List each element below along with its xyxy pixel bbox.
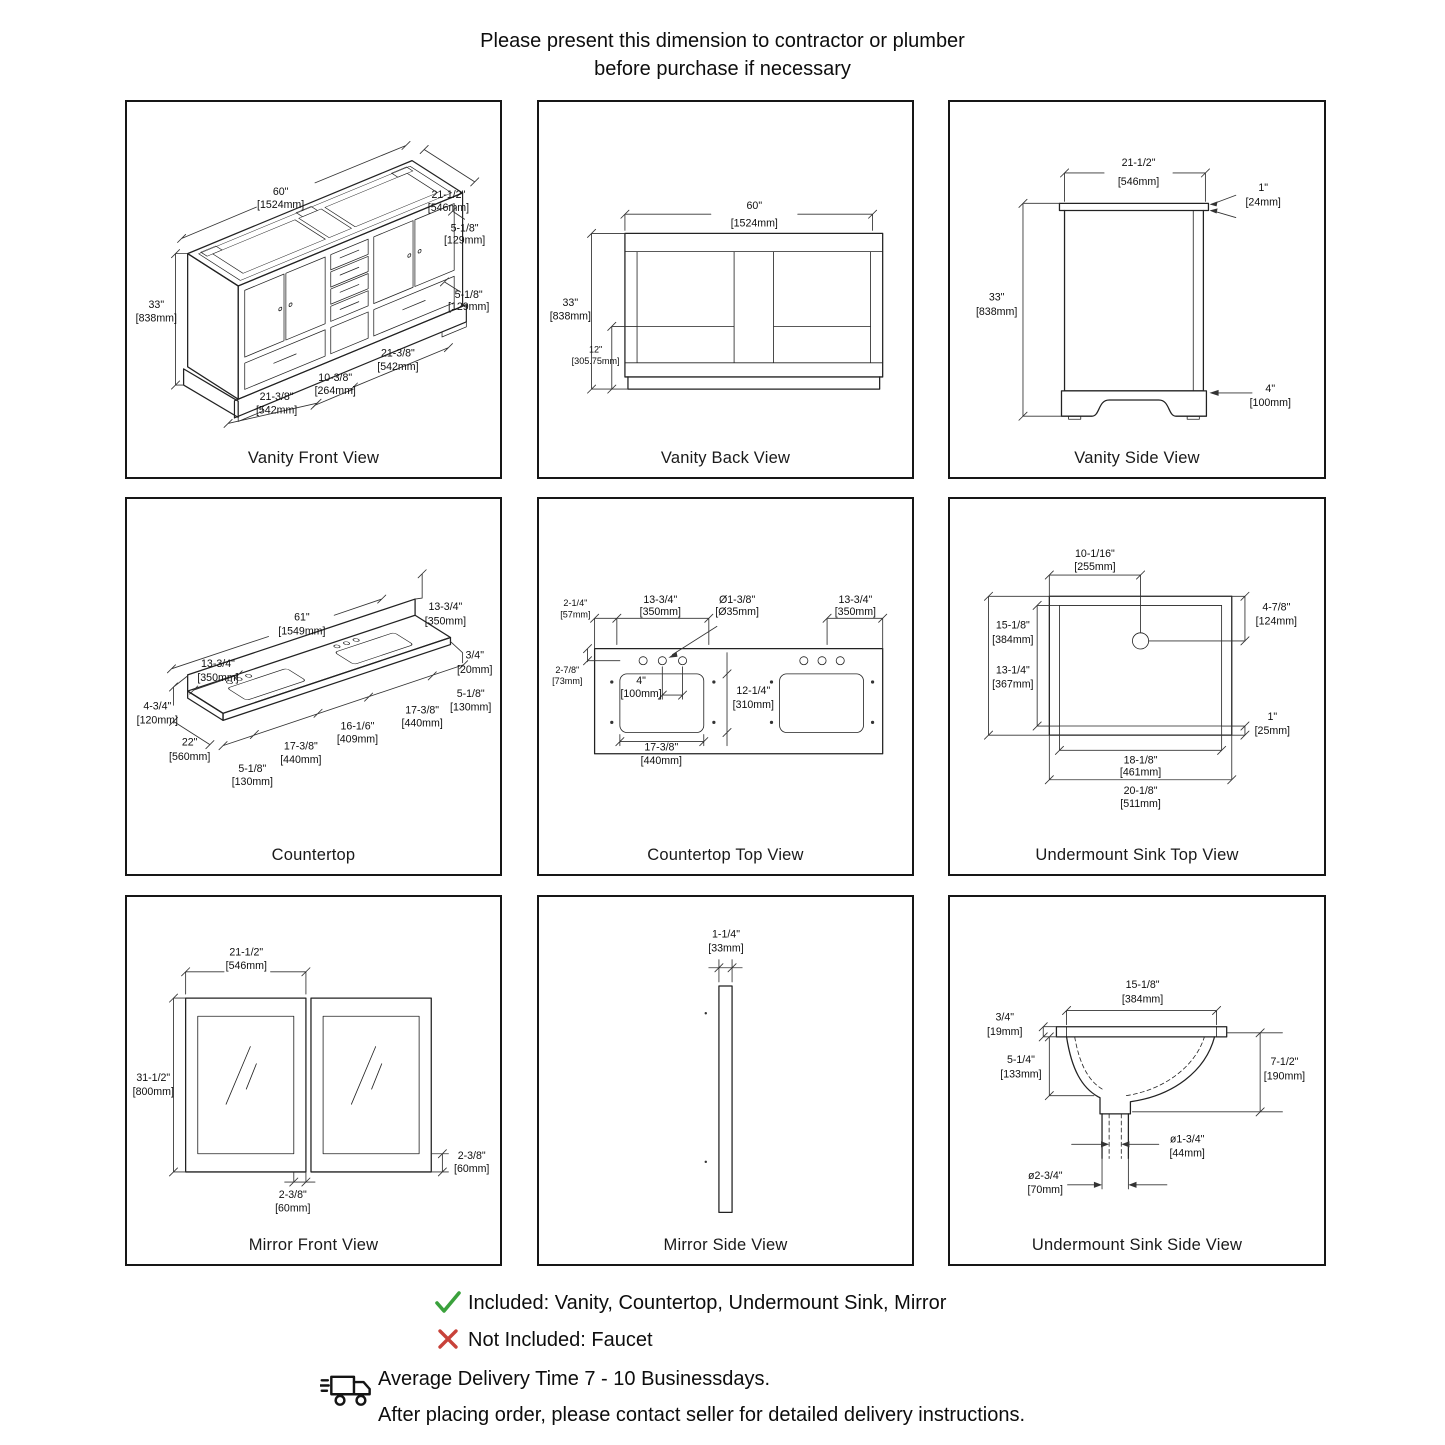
dim-mm: [384mm] — [1121, 993, 1164, 1006]
dim-in: 2-7/8" — [555, 664, 580, 675]
mirror-front-drawing — [127, 897, 500, 1228]
dim-in: 2-3/8" — [457, 1149, 486, 1162]
dim-in: 17-3/8" — [283, 740, 318, 753]
dim-base-center — [315, 372, 356, 397]
dim-rim — [987, 1012, 1022, 1038]
dim-mm: [305.75mm] — [571, 355, 620, 366]
dim-mm: [60mm] — [275, 1202, 311, 1215]
panel-sink-side-view — [948, 895, 1326, 1266]
panel-vanity-side-view — [948, 100, 1326, 479]
dim-mm: [800mm] — [132, 1086, 174, 1099]
dim-width — [731, 200, 778, 229]
dim-depth-right — [425, 601, 466, 627]
dim-mm: [350mm] — [834, 606, 877, 619]
dim-mm: [838mm] — [135, 312, 177, 325]
dim-in: 4-7/8" — [1262, 601, 1291, 614]
dim-in: 15-1/8" — [1125, 979, 1160, 992]
dim-in: 13-3/4" — [428, 601, 463, 614]
dim-thickness — [708, 928, 743, 954]
dim-mm: [124mm] — [1255, 615, 1298, 628]
dim-mm: [60mm] — [454, 1162, 490, 1175]
sink-side-drawing — [950, 897, 1324, 1228]
mirror-side-drawing — [539, 897, 912, 1228]
delivery-line-1: Average Delivery Time 7 - 10 Businessdays. — [378, 1368, 771, 1390]
dim-in: ø1-3/4" — [1169, 1133, 1205, 1146]
dim-mm: [350mm] — [424, 615, 467, 628]
dim-mm: [838mm] — [549, 310, 591, 323]
included-text: Included: Vanity, Countertop, Undermount Sink, Mirror — [468, 1292, 947, 1314]
dim-in: 60" — [272, 185, 289, 198]
dim-in: ø2-3/4" — [1028, 1169, 1063, 1182]
dim-mm: [384mm] — [992, 633, 1034, 646]
panel-title: Countertop — [271, 846, 356, 864]
dim-in: 4" — [1265, 382, 1276, 395]
dim-mm: [120mm] — [136, 714, 178, 727]
panel-countertop — [125, 497, 502, 876]
dim-mm: [20mm] — [457, 663, 493, 676]
panel-title: Mirror Front View — [248, 1236, 379, 1254]
panel-title: Vanity Side View — [1074, 449, 1200, 467]
dim-mm: [100mm] — [620, 688, 662, 701]
sink-side-art — [1056, 1027, 1282, 1189]
countertop-top-drawing — [539, 499, 912, 838]
dim-in: 12" — [588, 344, 603, 355]
vanity-back-art — [625, 233, 883, 389]
panel-mirror-side-view — [537, 895, 914, 1266]
dim-in: 60" — [746, 200, 763, 213]
dim-mm: [350mm] — [639, 606, 681, 619]
dim-drain-y — [1256, 601, 1297, 627]
dim-drain-outer — [1028, 1170, 1063, 1196]
dim-mm: [130mm] — [231, 776, 273, 789]
dim-base-right — [377, 348, 418, 373]
dim-in: 20-1/8" — [1123, 784, 1158, 797]
sink-top-dimensions — [984, 571, 1249, 784]
dim-frame-right — [454, 1150, 489, 1175]
dim-mm: [838mm] — [975, 305, 1018, 318]
panel-vanity-front-view — [125, 100, 502, 479]
dim-mm: [129mm] — [448, 301, 490, 314]
dim-in: 5-1/4" — [1006, 1054, 1035, 1067]
dim-mm: [133mm] — [1000, 1068, 1042, 1081]
dim-in: 1" — [1267, 710, 1278, 723]
dim-mm: [350mm] — [197, 671, 239, 684]
dim-drain-x — [1074, 548, 1115, 573]
dim-in: 21-3/8" — [259, 391, 294, 404]
panel-title: Mirror Side View — [663, 1236, 788, 1254]
dim-mm: [129mm] — [443, 234, 486, 247]
dim-drawer — [448, 289, 489, 313]
dim-in: 5-1/8" — [456, 688, 485, 701]
dim-in: 10-1/16" — [1075, 547, 1115, 560]
dim-mm: [190mm] — [1263, 1070, 1306, 1083]
dim-mm: [546mm] — [225, 959, 267, 972]
dim-backsplash — [137, 700, 178, 726]
dim-right-offset — [835, 594, 876, 618]
dim-mm: [73mm] — [552, 675, 583, 686]
dim-in: 33" — [148, 299, 165, 312]
dim-top-rail — [444, 222, 485, 246]
dim-cutout-right — [402, 704, 443, 729]
dim-mm: [546mm] — [427, 202, 470, 215]
dim-center — [337, 720, 378, 745]
dim-in: 17-3/8" — [405, 704, 440, 717]
dim-in: 21-1/2" — [229, 946, 264, 959]
dim-width — [257, 186, 304, 211]
dim-in: 18-1/8" — [1123, 754, 1158, 767]
dim-inner-width — [1120, 755, 1161, 779]
dim-base — [1250, 383, 1291, 409]
dim-in: 1" — [1258, 182, 1269, 195]
dim-in: 22" — [181, 736, 198, 749]
dim-width — [1122, 979, 1163, 1005]
mirror-front-art — [186, 998, 432, 1172]
dim-mm: [100mm] — [1249, 397, 1291, 410]
mirror-side-dimensions — [709, 960, 742, 982]
dim-mm: [255mm] — [1074, 560, 1116, 573]
dim-mm: [409mm] — [336, 733, 379, 746]
dim-top-offset — [552, 665, 582, 686]
dim-top — [1245, 182, 1280, 208]
dim-in: 4-3/4" — [143, 700, 172, 713]
dim-width — [226, 947, 267, 972]
dim-in: 13-3/4" — [643, 594, 678, 607]
dim-hole — [715, 594, 759, 618]
dim-mm: [264mm] — [314, 385, 356, 398]
dim-in: Ø1-3/8" — [719, 594, 756, 607]
dim-in: 21-1/2" — [431, 189, 466, 202]
dim-mm: [1549mm] — [278, 625, 326, 638]
dim-left-offset — [640, 594, 681, 618]
dim-in: 5-1/8" — [454, 289, 483, 302]
dim-in: 3/4" — [465, 649, 484, 662]
dim-in: 33" — [562, 297, 579, 310]
dim-in: 12-1/4" — [736, 685, 771, 698]
dim-in: 31-1/2" — [136, 1071, 171, 1084]
dim-inner-depth — [992, 664, 1033, 690]
dim-in: 13-1/4" — [995, 664, 1030, 677]
vanity-front-drawing — [127, 102, 500, 441]
dim-length — [278, 611, 325, 637]
dim-depth — [1118, 157, 1159, 188]
delivery-line-2: After placing order, please contact seller for detailed delivery instructions. — [378, 1404, 1026, 1426]
panel-title: Vanity Front View — [247, 449, 380, 467]
dim-rim — [1255, 711, 1290, 737]
panel-mirror-front-view — [125, 895, 502, 1266]
dim-in: 7-1/2" — [1270, 1056, 1299, 1069]
dim-base-left — [256, 391, 297, 416]
dim-mm: [33mm] — [708, 942, 744, 955]
header-line-2: before purchase if necessary — [594, 58, 851, 80]
header-line-1: Please present this dimension to contractor or plumber — [480, 30, 965, 52]
check-icon — [434, 1290, 462, 1321]
sink-top-art — [1049, 575, 1245, 735]
dim-outer-width — [1120, 785, 1161, 810]
dim-mm: [24mm] — [1245, 196, 1281, 209]
dim-in: 13-3/4" — [201, 657, 235, 670]
countertop-drawing — [127, 499, 500, 838]
panel-title: Vanity Back View — [660, 449, 791, 467]
dim-frame-bottom — [275, 1189, 310, 1214]
dim-in: 13-3/4" — [838, 594, 873, 607]
dim-cutout-width — [641, 742, 682, 767]
dim-in: 5-1/8" — [450, 222, 479, 235]
dim-mm: [310mm] — [732, 699, 774, 712]
dim-cutout-depth — [733, 685, 774, 711]
dim-mm: [546mm] — [1117, 176, 1160, 189]
dim-mm: [367mm] — [992, 678, 1034, 691]
panel-title: Undermount Sink Side View — [1031, 1236, 1243, 1254]
dim-height — [976, 292, 1017, 318]
dim-depth — [1264, 1056, 1305, 1082]
dim-in: 10-3/8" — [318, 371, 353, 384]
panel-vanity-back-view — [537, 100, 914, 479]
dim-in: 5-1/8" — [238, 762, 267, 775]
dim-depth-left — [1000, 1054, 1041, 1080]
dim-mm: [25mm] — [1254, 725, 1291, 738]
dim-mm: [440mm] — [280, 753, 322, 766]
dim-in: 3/4" — [995, 1011, 1015, 1024]
dim-mm: [Ø35mm] — [715, 606, 759, 619]
dim-mm: [440mm] — [401, 717, 443, 730]
dim-in: 21-1/2" — [1121, 156, 1156, 169]
panel-countertop-top-view — [537, 497, 914, 876]
dim-outer-depth — [992, 620, 1033, 646]
delivery-truck-icon — [320, 1366, 374, 1417]
dim-depth-left — [197, 658, 238, 684]
dim-in: 15-1/8" — [995, 619, 1030, 632]
vanity-side-art — [1059, 203, 1208, 419]
dim-in: 61" — [294, 611, 310, 624]
dim-mm: [542mm] — [255, 404, 298, 417]
vanity-back-dimensions — [588, 210, 877, 393]
dim-in: 33" — [988, 291, 1005, 304]
dim-cutout-left — [280, 741, 321, 766]
dim-bottom — [572, 345, 620, 366]
dim-height — [136, 299, 177, 324]
sink-top-drawing — [950, 499, 1324, 839]
dim-drain-inner — [1169, 1133, 1204, 1159]
dim-height — [133, 1072, 174, 1098]
dim-mm: [461mm] — [1119, 766, 1162, 779]
dim-in: 2-3/8" — [278, 1189, 307, 1202]
dim-mm: [511mm] — [1120, 798, 1161, 811]
dim-mm: [1524mm] — [730, 217, 778, 230]
vanity-back-drawing — [539, 102, 912, 441]
dim-in: 2-1/4" — [563, 598, 588, 609]
dim-mm: [19mm] — [987, 1025, 1023, 1038]
dim-height — [550, 297, 591, 322]
dim-edge-left — [232, 763, 273, 788]
dim-in: 17-3/8" — [644, 741, 679, 754]
dim-hole-spacing — [620, 675, 661, 700]
dim-mm: [44mm] — [1169, 1147, 1205, 1160]
panel-title: Countertop Top View — [647, 846, 804, 864]
dim-mm: [70mm] — [1027, 1183, 1063, 1196]
not-included-text: Not Included: Faucet — [468, 1329, 653, 1351]
dim-depth — [428, 189, 469, 214]
dim-mm: [560mm] — [169, 750, 211, 763]
dim-edge — [560, 598, 590, 619]
vanity-side-drawing — [950, 102, 1324, 442]
dim-in: 21-3/8" — [380, 347, 415, 360]
countertop-top-dimensions — [583, 614, 886, 745]
vanity-side-dimensions — [1019, 169, 1252, 420]
dim-mm: [130mm] — [450, 701, 492, 714]
sink-side-dimensions — [1039, 1006, 1282, 1187]
dim-edge-right — [450, 688, 491, 713]
dim-in: 1-1/4" — [712, 928, 740, 941]
dim-in: 4" — [636, 674, 646, 687]
dim-mm: [542mm] — [377, 360, 419, 373]
mirror-side-art — [705, 986, 732, 1212]
dim-mm: [440mm] — [640, 754, 682, 767]
dim-in: 16-1/6" — [340, 720, 375, 733]
panel-title: Undermount Sink Top View — [1035, 846, 1239, 864]
dim-mm: [1524mm] — [257, 199, 305, 212]
cross-icon — [436, 1328, 460, 1355]
dim-mm: [57mm] — [560, 609, 591, 620]
panel-sink-top-view — [948, 497, 1326, 876]
